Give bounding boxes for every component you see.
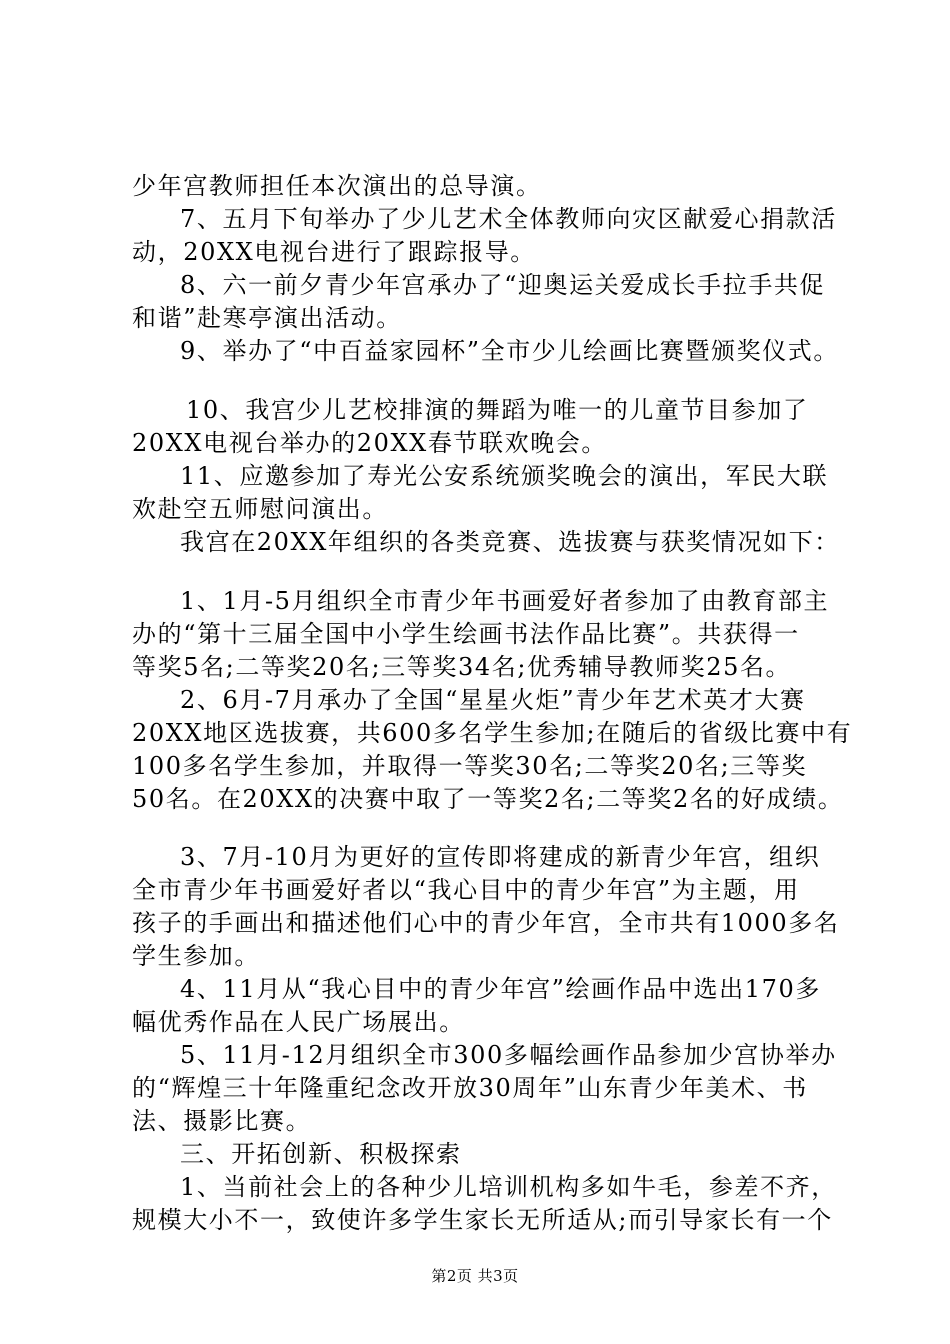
text-line: 规模大小不一，致使许多学生家长无所适从;而引导家长有一个	[132, 1206, 833, 1234]
text-line: 动，20XX电视台进行了跟踪报导。	[132, 238, 536, 266]
text-line: 少年宫教师担任本次演出的总导演。	[132, 172, 542, 200]
text-line: 20XX电视台举办的20XX春节联欢晚会。	[132, 429, 608, 457]
text-line: 我宫在20XX年组织的各类竞赛、选拔赛与获奖情况如下：	[180, 528, 840, 556]
text-line: 幅优秀作品在人民广场展出。	[132, 1008, 465, 1036]
section-heading: 三、开拓创新、积极探索	[180, 1140, 462, 1168]
text-line: 办的“第十三届全国中小学生绘画书法作品比赛”。共获得一	[132, 620, 800, 648]
text-line: 8、六一前夕青少年宫承办了“迎奥运关爱成长手拉手共促	[180, 271, 826, 299]
text-line: 11、应邀参加了寿光公安系统颁奖晚会的演出，军民大联	[180, 462, 829, 490]
page-number-footer: 第2页 共3页	[431, 1267, 519, 1285]
text-line: 的“辉煌三十年隆重纪念改开放30周年”山东青少年美术、书	[132, 1074, 808, 1102]
text-line: 全市青少年书画爱好者以“我心目中的青少年宫”为主题，用	[132, 876, 800, 904]
text-line: 孩子的手画出和描述他们心中的青少年宫，全市共有1000多名	[132, 909, 840, 937]
text-line: 2、6月-7月承办了全国“星星火炬”青少年艺术英才大赛	[180, 686, 806, 714]
text-line: 20XX地区选拔赛，共600多名学生参加;在随后的省级比赛中有	[132, 719, 853, 747]
text-line: 5、11月-12月组织全市300多幅绘画作品参加少宫协举办	[180, 1041, 837, 1069]
text-line: 等奖5名;二等奖20名;三等奖34名;优秀辅导教师奖25名。	[132, 653, 792, 681]
text-line: 法、摄影比赛。	[132, 1107, 312, 1135]
text-line: 100多名学生参加，并取得一等奖30名;二等奖20名;三等奖	[132, 752, 808, 780]
text-line: 50名。在20XX的决赛中取了一等奖2名;二等奖2名的好成绩。	[132, 785, 844, 813]
text-line: 1、1月-5月组织全市青少年书画爱好者参加了由教育部主	[180, 587, 830, 615]
text-line: 10、我宫少儿艺校排演的舞蹈为唯一的儿童节目参加了	[186, 396, 809, 424]
text-line: 1、当前社会上的各种少儿培训机构多如牛毛，参差不齐，	[180, 1173, 837, 1201]
text-line: 欢赴空五师慰问演出。	[132, 495, 388, 523]
text-line: 学生参加。	[132, 942, 260, 970]
text-line: 3、7月-10月为更好的宣传即将建成的新青少年宫，组织	[180, 843, 821, 871]
text-line: 7、五月下旬举办了少儿艺术全体教师向灾区献爱心捐款活	[180, 205, 837, 233]
text-line: 和谐”赴寒亭演出活动。	[132, 304, 402, 332]
text-line: 4、11月从“我心目中的青少年宫”绘画作品中选出170多	[180, 975, 821, 1003]
text-line: 9、举办了“中百益家园杯”全市少儿绘画比赛暨颁奖仪式。	[180, 337, 840, 365]
